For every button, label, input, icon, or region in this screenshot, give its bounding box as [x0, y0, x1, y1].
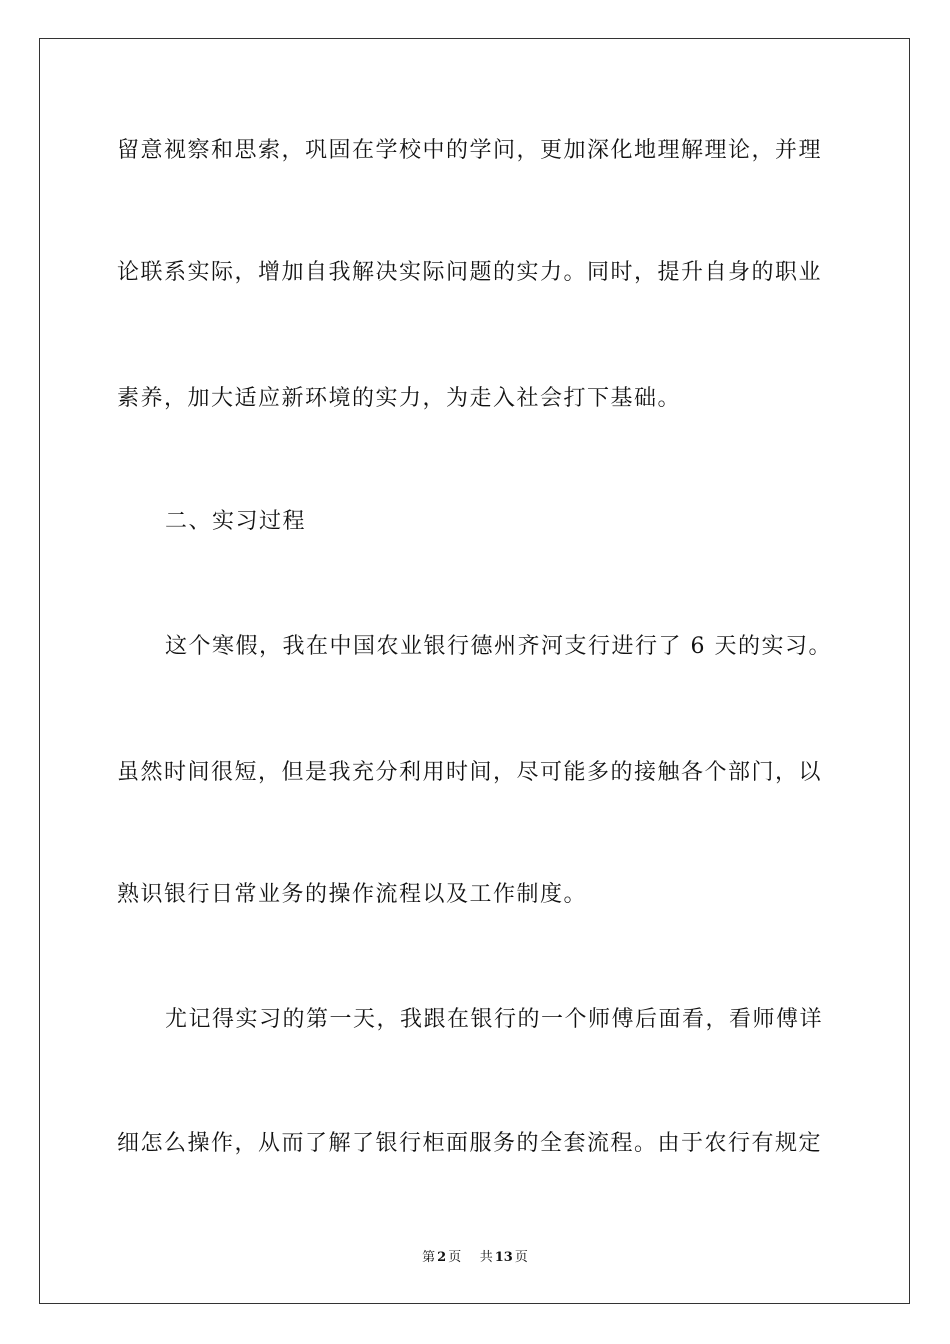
body-text-line-8: 细怎么操作，从而了解了银行柜面服务的全套流程。由于农行有规定 [117, 1131, 823, 1156]
page-footer [0, 1246, 950, 1265]
body-text-line-2: 论联系实际，增加自我解决实际问题的实力。同时，提升自身的职业 [117, 260, 823, 285]
body-text-line-1: 留意视察和思索，巩固在学校中的学问，更加深化地理解理论，并理 [117, 138, 823, 163]
page-suffix: 页 [448, 1250, 462, 1265]
body-text-line-5: 虽然时间很短，但是我充分利用时间，尽可能多的接触各个部门，以 [117, 760, 823, 785]
body-text-line-4: 这个寒假，我在中国农业银行德州齐河支行进行了 6 天的实习。 [165, 634, 832, 659]
page-number: 2 [437, 1250, 447, 1265]
total-pages: 13 [494, 1250, 513, 1265]
body-text-line-6: 熟识银行日常业务的操作流程以及工作制度。 [117, 882, 588, 907]
body-text-line-3: 素养，加大适应新环境的实力，为走入社会打下基础。 [117, 386, 682, 411]
page-border [39, 38, 910, 1304]
page-prefix: 第 [422, 1250, 436, 1265]
section-heading: 二、实习过程 [165, 509, 307, 534]
total-prefix: 共 [479, 1250, 493, 1265]
body-text-line-7: 尤记得实习的第一天，我跟在银行的一个师傅后面看，看师傅详 [165, 1007, 824, 1032]
total-suffix: 页 [514, 1250, 528, 1265]
